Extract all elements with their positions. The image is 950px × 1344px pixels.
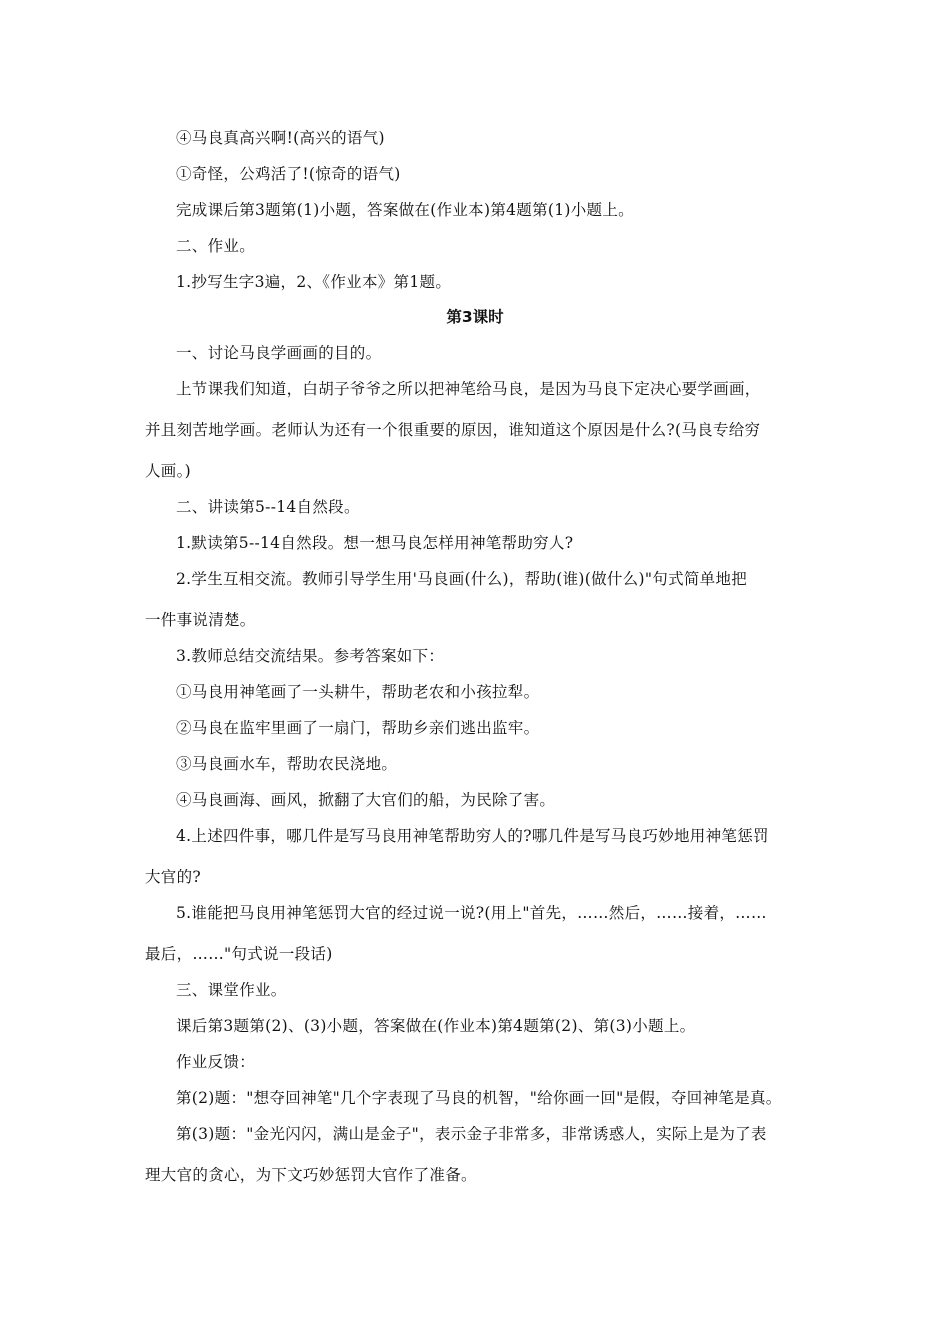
list-item: ①马良用神笔画了一头耕牛，帮助老农和小孩拉犁。 — [176, 683, 540, 701]
section-heading: 二、讲读第5--14自然段。 — [176, 498, 360, 516]
paragraph-line: 1.抄写生字3遍，2、《作业本》第1题。 — [176, 273, 452, 291]
paragraph-line: 1.默读第5--14自然段。想一想马良怎样用神笔帮助穷人? — [176, 534, 574, 552]
list-item: ②马良在监牢里画了一扇门，帮助乡亲们逃出监牢。 — [176, 719, 540, 737]
paragraph-line: 作业反馈： — [176, 1053, 256, 1071]
paragraph-line: 课后第3题第(2)、(3)小题，答案做在(作业本)第4题第(2)、第(3)小题上。 — [176, 1017, 696, 1035]
paragraph-line: 2.学生互相交流。教师引导学生用'马良画(什么)，帮助(谁)(做什么)"句式简单地把 — [176, 570, 748, 588]
section-heading: 一、讨论马良学画画的目的。 — [176, 344, 382, 362]
paragraph-line: 一件事说清楚。 — [145, 611, 256, 629]
paragraph-line: 第(3)题："金光闪闪，满山是金子"，表示金子非常多，非常诱惑人，实际上是为了表 — [176, 1125, 767, 1143]
paragraph-line: 4.上述四件事，哪几件是写马良用神笔帮助穷人的?哪几件是写马良巧妙地用神笔惩罚 — [176, 827, 769, 845]
paragraph-line: 第(2)题："想夺回神笔"几个字表现了马良的机智，"给你画一回"是假，夺回神笔是真。 — [176, 1089, 782, 1107]
paragraph-line: ①奇怪，公鸡活了!(惊奇的语气) — [176, 165, 401, 183]
paragraph-line: 人画。) — [145, 462, 191, 480]
paragraph-line: 上节课我们知道，白胡子爷爷之所以把神笔给马良，是因为马良下定决心要学画画， — [176, 380, 761, 398]
list-item: ③马良画水车，帮助农民浇地。 — [176, 755, 398, 773]
paragraph-line: 最后，……"句式说一段话) — [145, 945, 333, 963]
paragraph-line: ④马良真高兴啊!(高兴的语气) — [176, 129, 385, 147]
section-heading: 二、作业。 — [176, 237, 256, 255]
paragraph-line: 3.教师总结交流结果。参考答案如下： — [176, 647, 445, 665]
list-item: ④马良画海、画风，掀翻了大官们的船，为民除了害。 — [176, 791, 556, 809]
section-heading: 三、课堂作业。 — [176, 981, 287, 999]
paragraph-line: 并且刻苦地学画。老师认为还有一个很重要的原因，谁知道这个原因是什么?(马良专给穷 — [145, 421, 761, 439]
paragraph-line: 理大官的贪心，为下文巧妙惩罚大官作了准备。 — [145, 1166, 477, 1184]
lesson-heading: 第3课时 — [446, 308, 504, 326]
paragraph-line: 完成课后第3题第(1)小题，答案做在(作业本)第4题第(1)小题上。 — [176, 201, 634, 219]
paragraph-line: 5.谁能把马良用神笔惩罚大官的经过说一说?(用上"首先，……然后，……接着，…… — [176, 904, 767, 922]
paragraph-line: 大官的? — [145, 868, 202, 886]
